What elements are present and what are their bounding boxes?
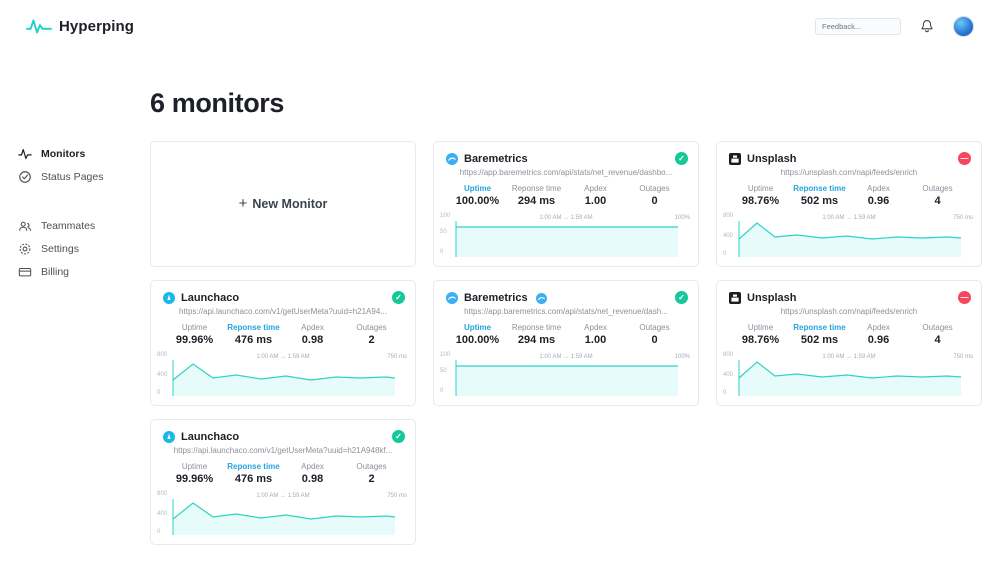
metric-label: Reponse time (511, 323, 562, 332)
monitor-header (434, 281, 698, 304)
sidebar-group-secondary (18, 214, 150, 283)
sidebar-item-monitors[interactable] (18, 142, 150, 165)
sidebar-item-label: Settings (41, 242, 79, 255)
metric-outages (342, 462, 401, 485)
metric-apdex (849, 184, 908, 207)
sidebar-item-teammates[interactable] (18, 214, 150, 237)
metric-value: 294 ms (517, 195, 556, 207)
metric-value: 100.00% (455, 334, 500, 346)
chart-max-label: 100% (674, 354, 690, 360)
metric-label: Reponse time (511, 184, 562, 193)
launchaco-icon (163, 292, 175, 304)
chart-y-bottom: 0 (440, 249, 444, 255)
chart-caption: 1:00 AM → 1:59 AM (539, 354, 593, 360)
metric-outages (625, 184, 684, 207)
metric-response-time[interactable] (790, 184, 849, 207)
chart-y-mid: 50 (440, 368, 447, 374)
sidebar-item-settings[interactable] (18, 237, 150, 260)
monitor-metrics (717, 316, 981, 346)
metric-value: 99.96% (175, 473, 214, 485)
status-glyph: ✓ (678, 153, 685, 163)
monitor-url: https://unsplash.com/napi/feeds/enrich (780, 168, 918, 177)
monitor-chart (151, 352, 415, 400)
metric-value: 1.00 (584, 334, 607, 346)
metric-outages (342, 323, 401, 346)
metric-value: 2 (368, 334, 375, 346)
metric-value: 0.98 (301, 473, 324, 485)
monitor-url: https://unsplash.com/napi/feeds/enrich (780, 307, 918, 316)
metric-response-time[interactable] (507, 184, 566, 207)
metric-label: Reponse time (793, 184, 846, 193)
monitor-chart (434, 352, 698, 400)
metric-label: Uptime (747, 323, 774, 332)
metric-label: Apdex (867, 184, 890, 193)
metric-label: Apdex (301, 462, 324, 471)
monitor-metrics (434, 316, 698, 346)
monitor-metrics (151, 455, 415, 485)
metric-response-time[interactable] (224, 462, 283, 485)
metric-uptime[interactable] (731, 323, 790, 346)
monitor-name: Launchaco (181, 431, 240, 443)
monitor-url: https://api.launchaco.com/v1/getUserMeta?uuid=h21A94... (179, 307, 387, 316)
metric-value: 4 (934, 195, 941, 207)
metric-label: Apdex (301, 323, 324, 332)
monitor-header (717, 281, 981, 304)
launchaco-icon (163, 431, 175, 443)
monitor-name: Unsplash (747, 292, 797, 304)
monitor-url: https://app.baremetrics.com/api/stats/net_revenue/dash... (464, 307, 668, 316)
metric-apdex (849, 323, 908, 346)
baremetrics-icon (446, 153, 458, 165)
metric-label: Uptime (463, 323, 492, 332)
metric-value: 476 ms (234, 473, 273, 485)
monitor-card[interactable] (433, 280, 699, 406)
baremetrics-icon (446, 292, 458, 304)
metric-apdex (566, 323, 625, 346)
main-content (150, 52, 1000, 545)
metric-outages (908, 184, 967, 207)
metric-uptime[interactable] (165, 462, 224, 485)
metric-value: 476 ms (234, 334, 273, 346)
metric-outages (625, 323, 684, 346)
metric-label: Reponse time (227, 323, 280, 332)
chart-y-bottom: 0 (723, 390, 727, 396)
metric-value: 0.96 (867, 195, 890, 207)
chart-caption: 1:00 AM → 1:59 AM (539, 215, 593, 221)
metric-value: 4 (934, 334, 941, 346)
metric-value: 0.98 (301, 334, 324, 346)
sidebar-item-label: Billing (41, 265, 70, 278)
monitor-url: https://api.launchaco.com/v1/getUserMeta?uuid=h21A948kf... (173, 446, 393, 455)
chart-max-label: 100% (674, 215, 690, 221)
metric-label: Outages (922, 323, 953, 332)
monitor-name: Baremetrics (464, 292, 528, 304)
metric-value: 98.76% (741, 195, 780, 207)
metric-label: Reponse time (227, 462, 280, 471)
chart-y-bottom: 0 (440, 388, 444, 394)
brand-logo[interactable] (26, 17, 134, 35)
metric-value: 294 ms (517, 334, 556, 346)
status-glyph: — (960, 153, 969, 163)
unsplash-icon (729, 153, 741, 165)
metric-uptime[interactable] (165, 323, 224, 346)
card-icon (18, 265, 32, 279)
feedback-input[interactable] (815, 18, 901, 35)
monitor-chart (717, 352, 981, 400)
metric-label: Uptime (181, 323, 208, 332)
chart-y-mid: 400 (157, 511, 168, 517)
chart-y-top: 100 (440, 352, 451, 358)
status-glyph: ✓ (395, 292, 402, 302)
chart-max-label: 750 ms (953, 354, 973, 360)
chart-y-top: 800 (157, 491, 168, 497)
chart-y-mid: 400 (157, 372, 168, 378)
monitor-url: https://app.baremetrics.com/api/stats/net_revenue/dashbo... (459, 168, 673, 177)
chart-y-mid: 50 (440, 229, 447, 235)
chart-max-label: 750 ms (953, 215, 973, 221)
monitor-card[interactable] (716, 141, 982, 267)
monitor-chart (151, 491, 415, 539)
monitor-card[interactable] (150, 280, 416, 406)
chart-caption: 1:00 AM → 1:59 AM (256, 493, 310, 499)
top-bar-actions (815, 16, 974, 37)
monitors-grid (150, 141, 982, 545)
chart-caption: 1:00 AM → 1:59 AM (256, 354, 310, 360)
monitor-card[interactable] (150, 419, 416, 545)
metric-label: Outages (639, 184, 670, 193)
metric-label: Outages (356, 323, 387, 332)
status-badge (392, 430, 405, 443)
metric-value: 0.96 (867, 334, 890, 346)
chart-y-bottom: 0 (157, 390, 161, 396)
gear-icon (18, 242, 32, 256)
monitor-metrics (717, 177, 981, 207)
status-glyph: — (960, 292, 969, 302)
metric-value: 2 (368, 473, 375, 485)
chart-y-mid: 400 (723, 372, 734, 378)
metric-label: Uptime (463, 184, 492, 193)
sync-icon (536, 293, 547, 304)
sidebar-item-label: Teammates (41, 219, 96, 232)
metric-uptime[interactable] (448, 184, 507, 207)
metric-value: 502 ms (800, 195, 839, 207)
pulse-icon (18, 147, 32, 161)
metric-label: Outages (356, 462, 387, 471)
bell-icon[interactable] (919, 18, 935, 35)
page-body (0, 52, 1000, 545)
metric-value: 100.00% (455, 195, 500, 207)
avatar[interactable] (953, 16, 974, 37)
metric-response-time[interactable] (507, 323, 566, 346)
plus-icon: + (238, 194, 248, 212)
metric-value: 0 (651, 334, 658, 346)
people-icon (18, 219, 32, 233)
metric-label: Uptime (181, 462, 208, 471)
metric-label: Apdex (584, 323, 607, 332)
metric-uptime[interactable] (448, 323, 507, 346)
top-bar (0, 0, 1000, 52)
monitor-card[interactable] (433, 141, 699, 267)
metric-value: 1.00 (584, 195, 607, 207)
metric-label: Outages (922, 184, 953, 193)
chart-max-label: 750 ms (387, 354, 407, 360)
monitor-chart (434, 213, 698, 261)
metric-apdex (283, 323, 342, 346)
metric-label: Apdex (867, 323, 890, 332)
metric-apdex (283, 462, 342, 485)
monitor-header (151, 281, 415, 304)
monitor-chart (717, 213, 981, 261)
monitor-header (434, 142, 698, 165)
metric-label: Outages (639, 323, 670, 332)
chart-y-bottom: 0 (157, 529, 161, 535)
monitor-name: Launchaco (181, 292, 240, 304)
status-badge (392, 291, 405, 304)
pulse-logo-icon (26, 17, 52, 35)
chart-y-top: 800 (723, 213, 734, 219)
unsplash-icon (729, 292, 741, 304)
monitor-name: Baremetrics (464, 153, 528, 165)
check-circle-icon (18, 170, 32, 184)
new-monitor-label: New Monitor (252, 197, 328, 211)
chart-max-label: 750 ms (387, 493, 407, 499)
page-title: 6 monitors (150, 88, 285, 118)
chart-y-mid: 400 (723, 233, 734, 239)
metric-label: Apdex (584, 184, 607, 193)
metric-label: Uptime (747, 184, 774, 193)
status-glyph: ✓ (678, 292, 685, 302)
status-glyph: ✓ (395, 431, 402, 441)
sidebar-group-primary (18, 142, 150, 188)
metric-outages (908, 323, 967, 346)
sidebar-item-label: Status Pages (41, 170, 104, 183)
chart-y-bottom: 0 (723, 251, 727, 257)
brand-name: Hyperping (59, 17, 135, 35)
status-badge (958, 291, 971, 304)
metric-label: Reponse time (793, 323, 846, 332)
new-monitor-button[interactable] (150, 141, 416, 267)
monitor-card[interactable] (716, 280, 982, 406)
metric-apdex (566, 184, 625, 207)
chart-y-top: 800 (157, 352, 168, 358)
chart-y-top: 800 (723, 352, 734, 358)
monitor-header (717, 142, 981, 165)
monitor-header (151, 420, 415, 443)
metric-value: 0 (651, 195, 658, 207)
status-badge (675, 152, 688, 165)
status-badge (958, 152, 971, 165)
metric-value: 99.96% (175, 334, 214, 346)
metric-value: 98.76% (741, 334, 780, 346)
monitor-name: Unsplash (747, 153, 797, 165)
metric-response-time[interactable] (790, 323, 849, 346)
status-badge (675, 291, 688, 304)
metric-uptime[interactable] (731, 184, 790, 207)
monitor-metrics (151, 316, 415, 346)
chart-caption: 1:00 AM → 1:59 AM (822, 215, 876, 221)
sidebar (0, 52, 150, 545)
sidebar-item-billing[interactable] (18, 260, 150, 283)
sidebar-item-label: Monitors (41, 147, 86, 160)
sidebar-item-status-pages[interactable] (18, 165, 150, 188)
chart-caption: 1:00 AM → 1:59 AM (822, 354, 876, 360)
monitor-metrics (434, 177, 698, 207)
chart-y-top: 100 (440, 213, 451, 219)
metric-value: 502 ms (800, 334, 839, 346)
metric-response-time[interactable] (224, 323, 283, 346)
